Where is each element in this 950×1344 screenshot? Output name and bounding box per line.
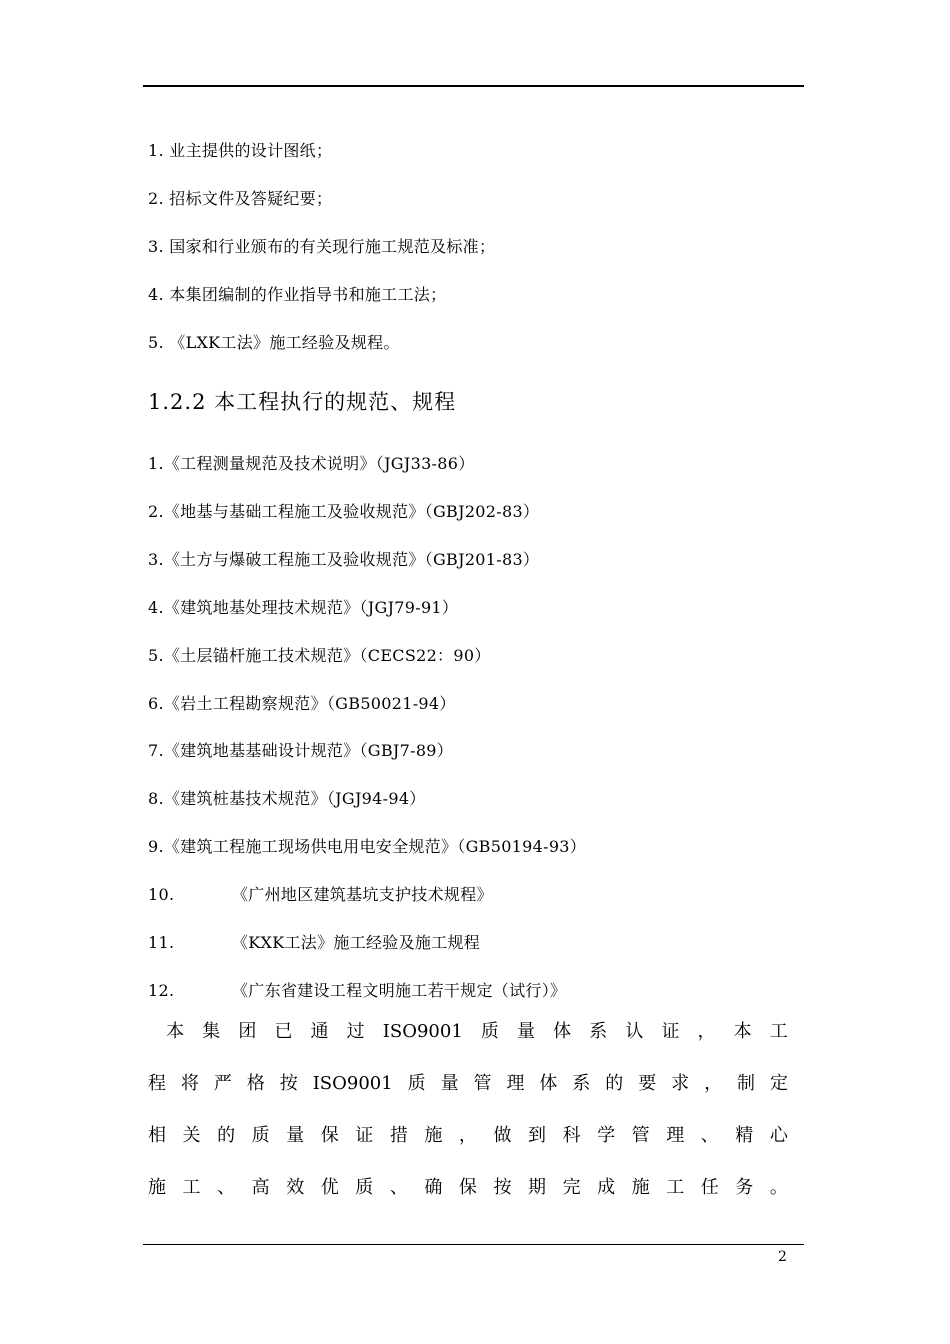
quality-paragraph-line-3 bbox=[148, 1125, 788, 1147]
paragraph-token: 按 bbox=[493, 1177, 512, 1198]
paragraph-token: 的 bbox=[217, 1125, 236, 1146]
paragraph-token: 程 bbox=[148, 1073, 166, 1094]
paragraph-token: 管 bbox=[631, 1125, 650, 1146]
standard-item-3: 3.《土方与爆破工程施工及验收规范》（GBJ201-83） bbox=[148, 550, 540, 569]
paragraph-token: 管 bbox=[473, 1073, 492, 1094]
standard-item-12: 12. 《广东省建设工程文明施工若干规定（试行）》 bbox=[148, 981, 567, 1000]
standard-item-5: 5.《土层锚杆施工技术规范》（CECS22：90） bbox=[148, 646, 491, 665]
header-rule bbox=[143, 85, 804, 87]
paragraph-token: 质 bbox=[480, 1021, 499, 1042]
paragraph-token: 、 bbox=[700, 1125, 719, 1146]
paragraph-token: 制 bbox=[737, 1073, 756, 1094]
paragraph-token: 通 bbox=[310, 1021, 329, 1042]
standard-item-10: 10. 《广州地区建筑基坑支护技术规程》 bbox=[148, 885, 493, 904]
paragraph-token: 格 bbox=[246, 1073, 265, 1094]
paragraph-token: 工 bbox=[769, 1021, 788, 1042]
paragraph-token: 证 bbox=[661, 1021, 680, 1042]
paragraph-token: 量 bbox=[286, 1125, 305, 1146]
standard-item-8: 8.《建筑桩基技术规范》（JGJ94-94） bbox=[148, 789, 426, 808]
paragraph-token: ISO9001 bbox=[312, 1073, 393, 1094]
standard-item-1: 1.《工程测量规范及技术说明》（JGJ33-86） bbox=[148, 454, 475, 473]
paragraph-token: 成 bbox=[597, 1177, 616, 1198]
paragraph-token: ISO9001 bbox=[382, 1021, 463, 1042]
paragraph-token: 体 bbox=[553, 1021, 572, 1042]
paragraph-token: 施 bbox=[424, 1125, 443, 1146]
basis-item-3: 3. 国家和行业颁布的有关现行施工规范及标准； bbox=[148, 237, 496, 256]
paragraph-token: 关 bbox=[182, 1125, 201, 1146]
paragraph-token: 工 bbox=[182, 1177, 201, 1198]
paragraph-token: 优 bbox=[320, 1177, 339, 1198]
paragraph-token: 、 bbox=[389, 1177, 408, 1198]
paragraph-token: 质 bbox=[355, 1177, 374, 1198]
paragraph-token: 心 bbox=[769, 1125, 788, 1146]
section-heading: 1.2.2 本工程执行的规范、规程 bbox=[148, 390, 457, 414]
paragraph-token: 将 bbox=[180, 1073, 199, 1094]
paragraph-token: 、 bbox=[217, 1177, 236, 1198]
paragraph-token: 效 bbox=[286, 1177, 305, 1198]
paragraph-token: 系 bbox=[589, 1021, 608, 1042]
paragraph-token: 做 bbox=[493, 1125, 512, 1146]
quality-paragraph-line-2 bbox=[148, 1073, 788, 1095]
paragraph-token: ， bbox=[704, 1073, 723, 1094]
paragraph-token: 保 bbox=[458, 1177, 477, 1198]
paragraph-token: 施 bbox=[631, 1177, 650, 1198]
paragraph-token: 要 bbox=[638, 1073, 657, 1094]
paragraph-token: 量 bbox=[517, 1021, 535, 1042]
basis-item-1: 1. 业主提供的设计图纸； bbox=[148, 141, 333, 160]
paragraph-token: ， bbox=[697, 1021, 716, 1042]
paragraph-token: 定 bbox=[769, 1073, 788, 1094]
paragraph-token: 期 bbox=[528, 1177, 547, 1198]
paragraph-token: 系 bbox=[572, 1073, 591, 1094]
paragraph-token: 到 bbox=[528, 1125, 547, 1146]
paragraph-token: 科 bbox=[562, 1125, 581, 1146]
paragraph-token: 高 bbox=[251, 1177, 270, 1198]
paragraph-token: 工 bbox=[666, 1177, 685, 1198]
paragraph-token: 质 bbox=[407, 1073, 426, 1094]
paragraph-token: 过 bbox=[346, 1021, 365, 1042]
paragraph-token: 的 bbox=[605, 1073, 624, 1094]
basis-item-5: 5. 《LXK工法》施工经验及规程。 bbox=[148, 333, 400, 352]
paragraph-token: 严 bbox=[213, 1073, 232, 1094]
quality-paragraph-line-4 bbox=[148, 1177, 788, 1199]
standard-item-7: 7.《建筑地基基础设计规范》（GBJ7-89） bbox=[148, 741, 454, 760]
standard-item-2: 2.《地基与基础工程施工及验收规范》（GBJ202-83） bbox=[148, 502, 540, 521]
paragraph-token: 已 bbox=[274, 1021, 293, 1042]
standard-item-4: 4.《建筑地基处理技术规范》（JGJ79-91） bbox=[148, 598, 459, 617]
paragraph-token: 体 bbox=[539, 1073, 558, 1094]
paragraph-token: 质 bbox=[251, 1125, 270, 1146]
page-number: 2 bbox=[778, 1249, 787, 1265]
paragraph-token: 集 bbox=[202, 1021, 221, 1042]
paragraph-token: 理 bbox=[506, 1073, 525, 1094]
paragraph-token: 。 bbox=[769, 1177, 788, 1198]
paragraph-token: 学 bbox=[597, 1125, 616, 1146]
paragraph-token: 按 bbox=[279, 1073, 298, 1094]
paragraph-token: 本 bbox=[166, 1021, 185, 1042]
basis-item-2: 2. 招标文件及答疑纪要； bbox=[148, 189, 333, 208]
paragraph-token: 精 bbox=[735, 1125, 754, 1146]
paragraph-token: 完 bbox=[562, 1177, 581, 1198]
paragraph-token: 理 bbox=[666, 1125, 685, 1146]
paragraph-token: 保 bbox=[320, 1125, 339, 1146]
standard-item-11: 11. 《KXK工法》施工经验及施工规程 bbox=[148, 933, 481, 952]
standard-item-6: 6.《岩土工程勘察规范》（GB50021-94） bbox=[148, 694, 456, 713]
paragraph-token: 团 bbox=[238, 1021, 257, 1042]
basis-item-4: 4. 本集团编制的作业指导书和施工工法； bbox=[148, 285, 447, 304]
paragraph-token: 确 bbox=[424, 1177, 443, 1198]
paragraph-token: ， bbox=[458, 1125, 477, 1146]
paragraph-token: 求 bbox=[671, 1073, 690, 1094]
paragraph-token: 施 bbox=[148, 1177, 166, 1198]
paragraph-token: 本 bbox=[733, 1021, 752, 1042]
paragraph-token: 务 bbox=[735, 1177, 754, 1198]
paragraph-token: 任 bbox=[700, 1177, 719, 1198]
paragraph-token: 认 bbox=[625, 1021, 644, 1042]
paragraph-token: 措 bbox=[389, 1125, 408, 1146]
standard-item-9: 9.《建筑工程施工现场供电用电安全规范》（GB50194-93） bbox=[148, 837, 587, 856]
paragraph-token: 量 bbox=[440, 1073, 459, 1094]
paragraph-token: 相 bbox=[148, 1125, 166, 1146]
footer-rule bbox=[143, 1244, 804, 1245]
paragraph-token: 证 bbox=[355, 1125, 374, 1146]
quality-paragraph-line-1 bbox=[148, 1021, 788, 1043]
